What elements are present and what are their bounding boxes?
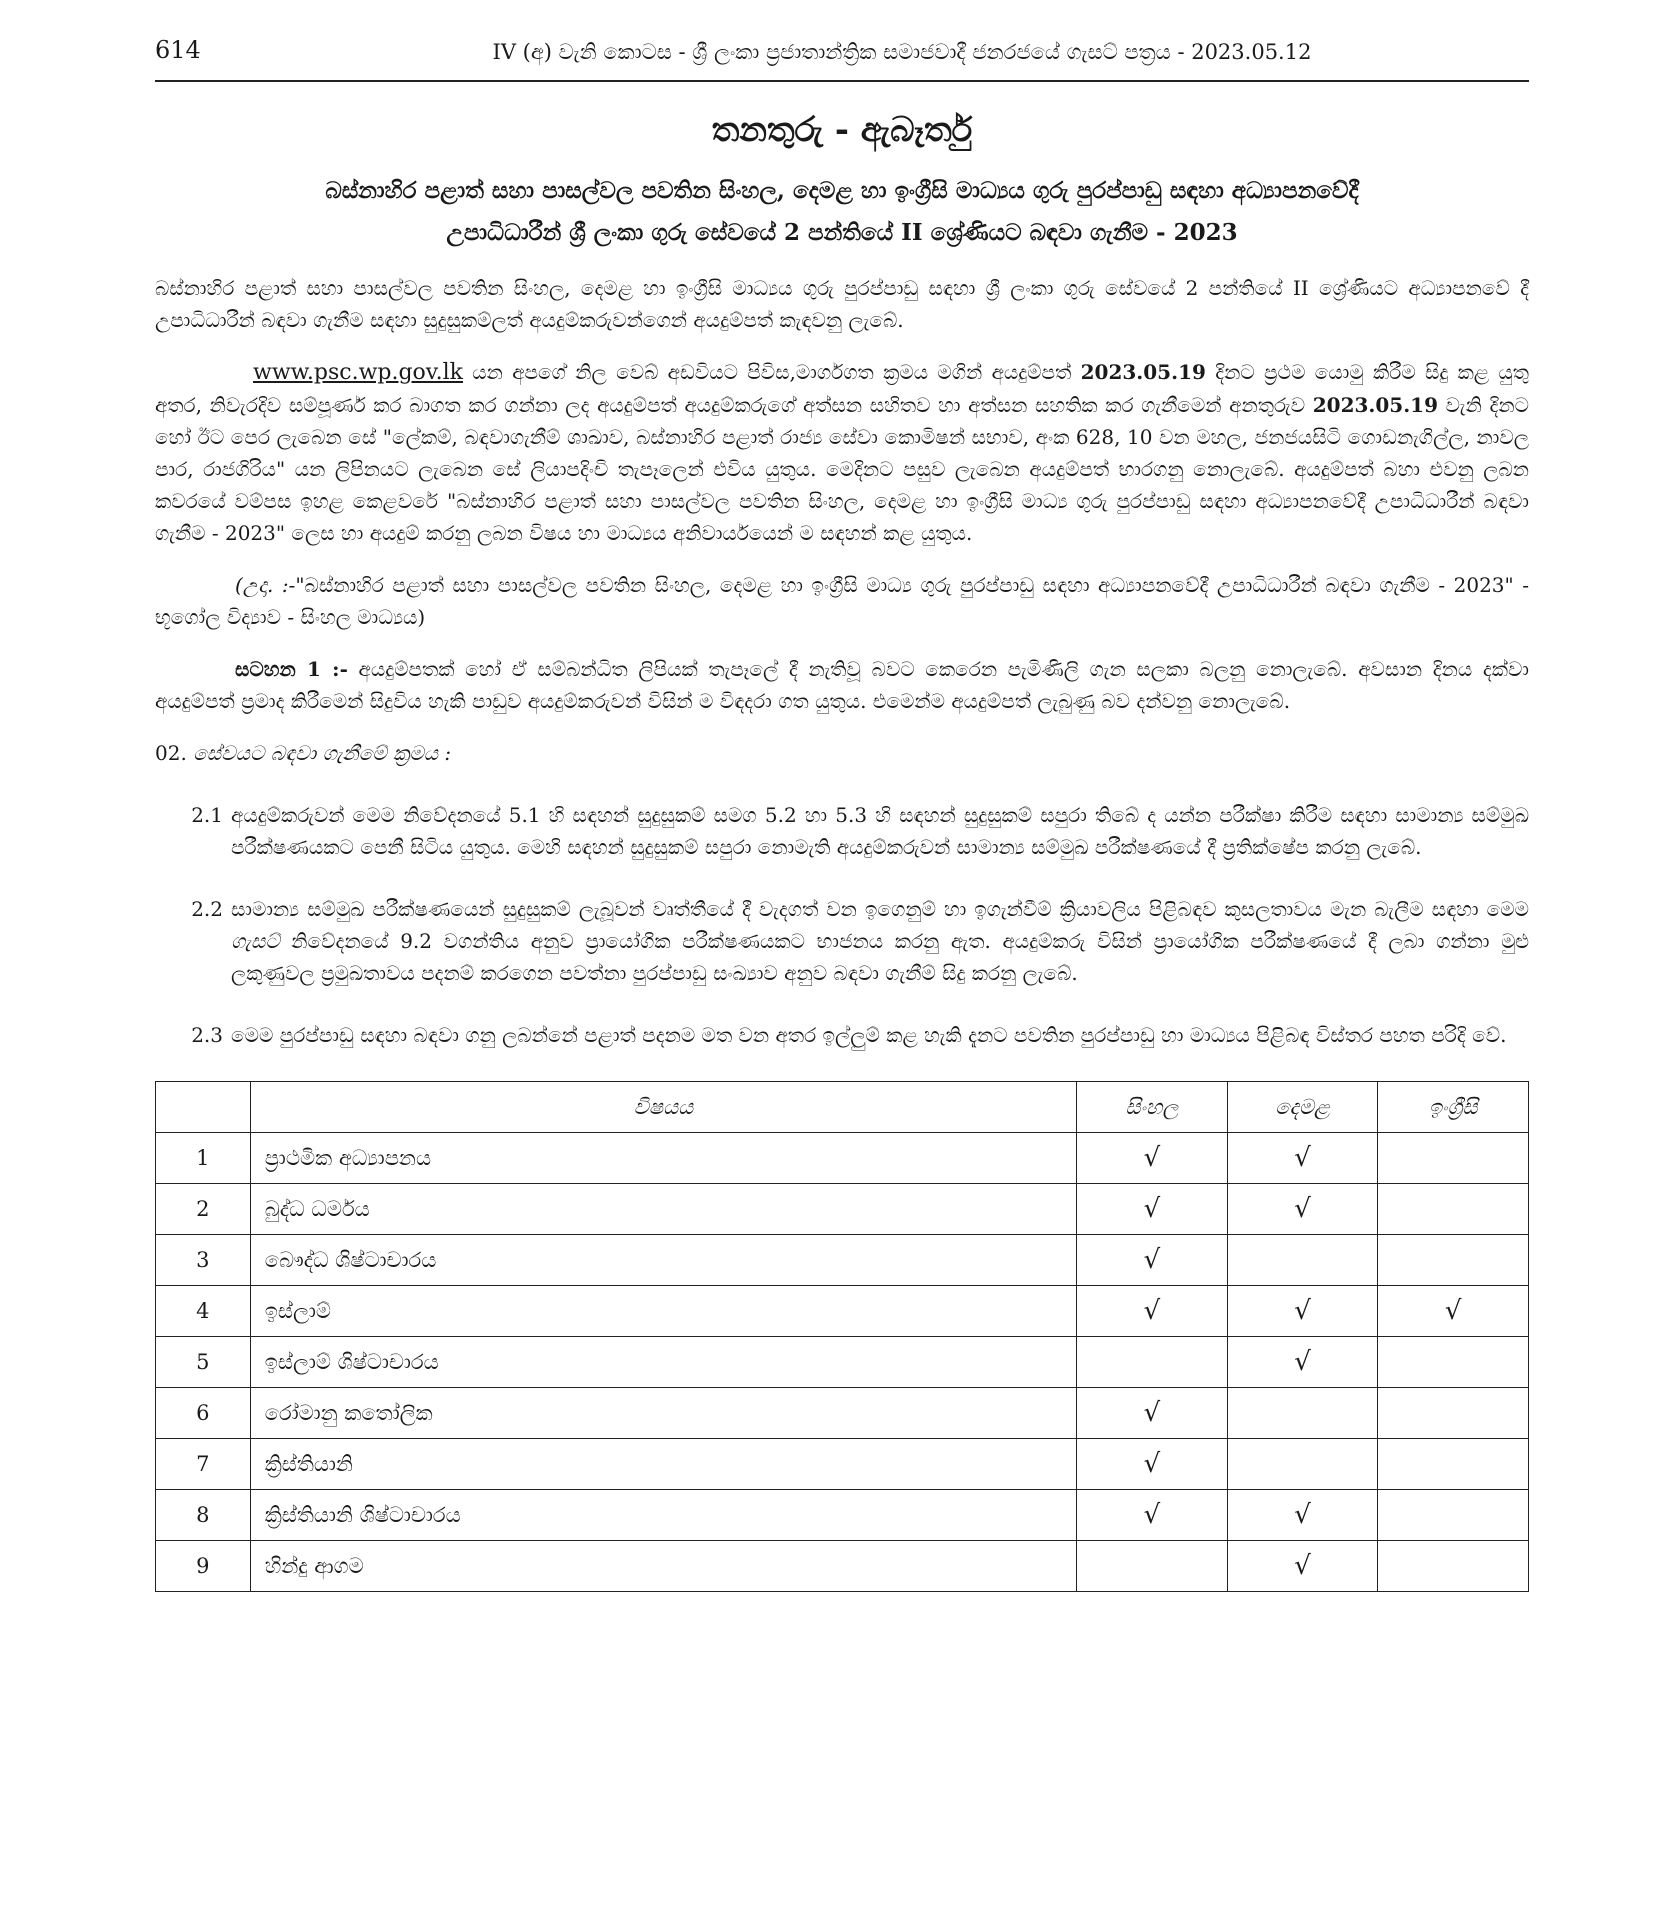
clause-number: 2.1 (191, 803, 223, 827)
tamil-check: √ (1227, 1184, 1378, 1235)
sinhala-check (1077, 1541, 1228, 1592)
sinhala-check: √ (1077, 1235, 1228, 1286)
example-paragraph (155, 569, 1529, 633)
notice-title-line-2: උපාධිධාරීන් ශ්‍රී ලංකා ගුරු සේවයේ 2 පන්තියේ II ශ්‍රේණියට බඳවා ගැනීම - 2023 (446, 219, 1238, 246)
page-number: 614 (155, 36, 201, 64)
table-row (156, 1286, 1529, 1337)
clause-2-3 (155, 1019, 1529, 1051)
table-header-row (156, 1082, 1529, 1133)
sinhala-check: √ (1077, 1490, 1228, 1541)
english-check (1378, 1184, 1529, 1235)
sinhala-check: √ (1077, 1286, 1228, 1337)
section-title: තනතුරු - ඇබෑර්තු (711, 110, 973, 150)
english-check (1378, 1133, 1529, 1184)
tamil-check (1227, 1439, 1378, 1490)
clause-text: මෙම පුරප්පාඩු සඳහා බඳවා ගනු ලබන්නේ පළාත් පදනම මත වන අතර ඉල්ලුම් කළ හැකි දැනට පවතින පුරප්පාඩු හා මාධ්‍යය පිළිබඳ විස්තර පහත පරිදි වේ. (231, 1023, 1507, 1047)
application-text-a: යන අපගේ නිල වෙබ් අඩවියට පිවිස,මාර්ගගත ක්‍රමය මගින් අයදුම්පත් (462, 360, 1081, 384)
row-subject: බෞද්ධ ශිෂ්ටාචාරය (250, 1235, 1076, 1286)
tamil-check: √ (1227, 1490, 1378, 1541)
table-row (156, 1541, 1529, 1592)
clause-text (231, 893, 1529, 989)
example-prefix: (උදා. :- (235, 573, 296, 597)
english-check (1378, 1439, 1529, 1490)
gazette-page (155, 30, 1529, 1592)
tamil-check: √ (1227, 1541, 1378, 1592)
row-subject: ඉස්ලාම් ශිෂ්ටාචාරය (250, 1337, 1076, 1388)
header-tamil: දෙමළ (1227, 1082, 1378, 1133)
english-check (1378, 1541, 1529, 1592)
page-header (155, 30, 1529, 82)
intro-paragraph: බස්නාහිර පළාත් සහා පාසල්වල පවතින සිංහල, දෙමළ හා ඉංග්‍රීසි මාධ්‍යය ගුරු පුරප්පාඩු සඳහා ශ්‍රී ලංකා ගුරු සේවයේ 2 පන්තියේ II ශ්‍රේණියට අධ්‍යාපනවේ දී උපාධිධාරීන් බඳවා ගැනීම සඳහා සුදුසුකම්ලත් අයදුම්කරුවන්ගෙන් අයදුම්පත් කැඳවනු ලැබේ. (155, 276, 1529, 332)
clause-2-2 (155, 893, 1529, 989)
closing-date-2: 2023.05.19 (1312, 393, 1438, 417)
section-02-heading (155, 737, 1529, 769)
table-row (156, 1337, 1529, 1388)
sinhala-check: √ (1077, 1439, 1228, 1490)
example-text: "බස්නාහිර පළාත් සහා පාසල්වල පවතින සිංහල, දෙමළ හා ඉංග්‍රීසි මාධ්‍ය ගුරු පුරප්පාඩු සඳහා අධ්‍යාපනවේදී උපාධිධාරීන් බඳවා ගැනීම - 2023" - භූගෝල විද්‍යාව - සිංහල මාධ්‍යය) (155, 573, 1530, 629)
header-subject: විෂයය (250, 1082, 1076, 1133)
row-subject: බුද්ධ ධර්මය (250, 1184, 1076, 1235)
row-number: 2 (156, 1184, 251, 1235)
row-number: 6 (156, 1388, 251, 1439)
english-check (1378, 1388, 1529, 1439)
note-1-label: සටහන 1 :- (235, 657, 348, 681)
row-subject: ක්‍රිස්තියානි ශිෂ්ටාචාරය (250, 1490, 1076, 1541)
sinhala-check (1077, 1337, 1228, 1388)
sinhala-check: √ (1077, 1133, 1228, 1184)
tamil-check: √ (1227, 1133, 1378, 1184)
row-number: 9 (156, 1541, 251, 1592)
tamil-check: √ (1227, 1337, 1378, 1388)
header-english: ඉංග්‍රීසි (1378, 1082, 1529, 1133)
website-link[interactable]: www.psc.wp.gov.lk (253, 360, 463, 385)
english-check (1378, 1235, 1529, 1286)
tamil-check (1227, 1235, 1378, 1286)
application-paragraph (155, 356, 1529, 549)
section-02-title: සේවයට බඳවා ගැනීමේ ක්‍රමය : (193, 741, 452, 765)
clause-text-b: නිවේදනයේ 9.2 වගන්තිය අනුව ප්‍රායෝගික පරීක්ෂණයකට භාජනය කරනු ඇත. අයදුම්කරු විසින් ප්‍රායෝගික පරීක්ෂණයේ දී ලබා ගන්නා මුළු ලකුණුවල ප්‍රමුඛතාවය පදනම් කරගෙන පවත්නා පුරප්පාඩු සංඛ්‍යාව අනුව බඳවා ගැනීම් සිදු කරනු ලැබේ. (231, 929, 1529, 985)
application-text-b: දිනට ප්‍රථම යොමු කිරීම සිදු කළ යුතු අතර, නිවැරදිව සම්පූර්ණ කර බාගත කර ගන්නා ලද අයදුම්පත් අයදුම්කරුගේ අත්සන සහිතව හා අත්සන සහතික කර ගැනීමෙන් අනතුරුව (155, 360, 1529, 417)
table-row (156, 1490, 1529, 1541)
row-number: 8 (156, 1490, 251, 1541)
table-row (156, 1184, 1529, 1235)
table-row (156, 1439, 1529, 1490)
row-number: 7 (156, 1439, 251, 1490)
table-row (156, 1388, 1529, 1439)
clause-number: 2.2 (191, 897, 223, 921)
application-text-c: වැනි දිනට හෝ ඊට පෙර ලැබෙන සේ "ලේකම්, බඳවාගැනීම් ශාඛාව, බස්නාහිර පළාත් රාජ්‍ය සේවා කොමිෂන් සභාව, අංක 628, 10 වන මහල, ජනජයසිටි ගොඩනැගිල්ල, නාවල පාර, රාජගිරිය" යන ලිපිනයට ලැබෙන සේ ලියාපදිංචි තැපෑලෙන් එවිය යුතුය. මෙදිනට පසුව ලැබෙන අයදුම්පත් භාරගනු නොලැබේ. අයදුම්පත් බහා එවනු ලබන කවරයේ වම්පස ඉහළ කෙළවරේ "බස්නාහිර පළාත් සහා පාසල්වල පවතින සිංහල, දෙමළ හා ඉංග්‍රීසි මාධ්‍ය ගුරු පුරප්පාඩු සඳහා අධ්‍යාපනවේදී උපාධිධාරීන් බඳවා ගැනීම - 2023" ලෙස හා අයදුම් කරනු ලබන විෂය හා මාධ්‍යය අනිවාර්යයෙන් ම සඳහන් කළ යුතුය. (155, 393, 1529, 545)
row-number: 4 (156, 1286, 251, 1337)
note-1-text: අයදුම්පතක් හෝ ඒ සම්බන්ධිත ලිපියක් තැපෑලේ දී නැතිවූ බවට කෙරෙන පැමිණිලි ගැන සලකා බලනු නොලැබේ. අවසාන දිනය දක්වා අයදුම්පත් ප්‍රමාද කිරීමෙන් සිදුවිය හැකි පාඩුව අයදුම්කරුවන් විසින් ම විඳදරා ගත යුතුය. එමෙන්ම අයදුම්පත් ලැබුණු බව දන්වනු නොලැබේ. (155, 657, 1529, 713)
section-02-number: 02. (155, 741, 187, 765)
table-row (156, 1133, 1529, 1184)
row-number: 1 (156, 1133, 251, 1184)
header-sinhala: සිංහල (1077, 1082, 1228, 1133)
row-number: 3 (156, 1235, 251, 1286)
english-check (1378, 1337, 1529, 1388)
clause-italic-word: ගැසට් (231, 929, 280, 953)
clause-2-1 (155, 799, 1529, 863)
note-1 (155, 653, 1529, 717)
row-subject: හින්දු ආගම (250, 1541, 1076, 1592)
vacancy-table (155, 1081, 1529, 1592)
table-row (156, 1235, 1529, 1286)
clause-number: 2.3 (191, 1023, 223, 1047)
clause-text-a: සාමාන්‍ය සම්මුඛ පරීක්ෂණයෙන් සුදුසුකම් ලැබූවන් වෘත්තීයේ දී වැදගත් වන ඉගෙනුම් හා ඉගැන්වීම් ක්‍රියාවලිය පිළිබඳව කුසලතාවය මැන බැලීම සඳහා මෙම (231, 897, 1529, 921)
row-subject: ක්‍රිස්තියානි (250, 1439, 1076, 1490)
row-number: 5 (156, 1337, 251, 1388)
row-subject: රෝමානු කතෝලික (250, 1388, 1076, 1439)
english-check (1378, 1490, 1529, 1541)
notice-title-line-1: බස්නාහිර පළාත් සහා පාසල්වල පවතින සිංහල, දෙමළ හා ඉංග්‍රීසි මාධ්‍යය ගුරු පුරප්පාඩු සඳහා අධ්‍යාපනවේදී (325, 177, 1359, 204)
tamil-check: √ (1227, 1286, 1378, 1337)
row-subject: ඉස්ලාම් (250, 1286, 1076, 1337)
closing-date-1: 2023.05.19 (1080, 360, 1206, 384)
tamil-check (1227, 1388, 1378, 1439)
sinhala-check: √ (1077, 1184, 1228, 1235)
running-head: IV (අ) වැනි කොටස - ශ්‍රී ලංකා ප්‍රජාතාන්ත්‍රික සමාජවාදී ජනරජයේ ගැසට් පත්‍රය - 2023.05.12 (492, 40, 1312, 64)
notice-title (155, 170, 1529, 254)
sinhala-check: √ (1077, 1388, 1228, 1439)
header-number (156, 1082, 251, 1133)
row-subject: ප්‍රාථමික අධ්‍යාපනය (250, 1133, 1076, 1184)
english-check: √ (1378, 1286, 1529, 1337)
clause-text: අයදුම්කරුවන් මෙම නිවේදනයේ 5.1 හි සඳහන් සුදුසුකම් සමග 5.2 හා 5.3 හි සඳහන් සුදුසුකම් සපුරා තිබේ ද යන්න පරීක්ෂා කිරීම සඳහා සාමාන්‍ය සම්මුඛ පරීක්ෂණයකට පෙනී සිටිය යුතුය. මෙහි සඳහන් සුදුසුකම් සපුරා නොමැති අයදුම්කරුවන් සාමාන්‍ය සම්මුඛ පරීක්ෂණයේ දී ප්‍රතික්ෂේප කරනු ලැබේ. (231, 803, 1529, 859)
